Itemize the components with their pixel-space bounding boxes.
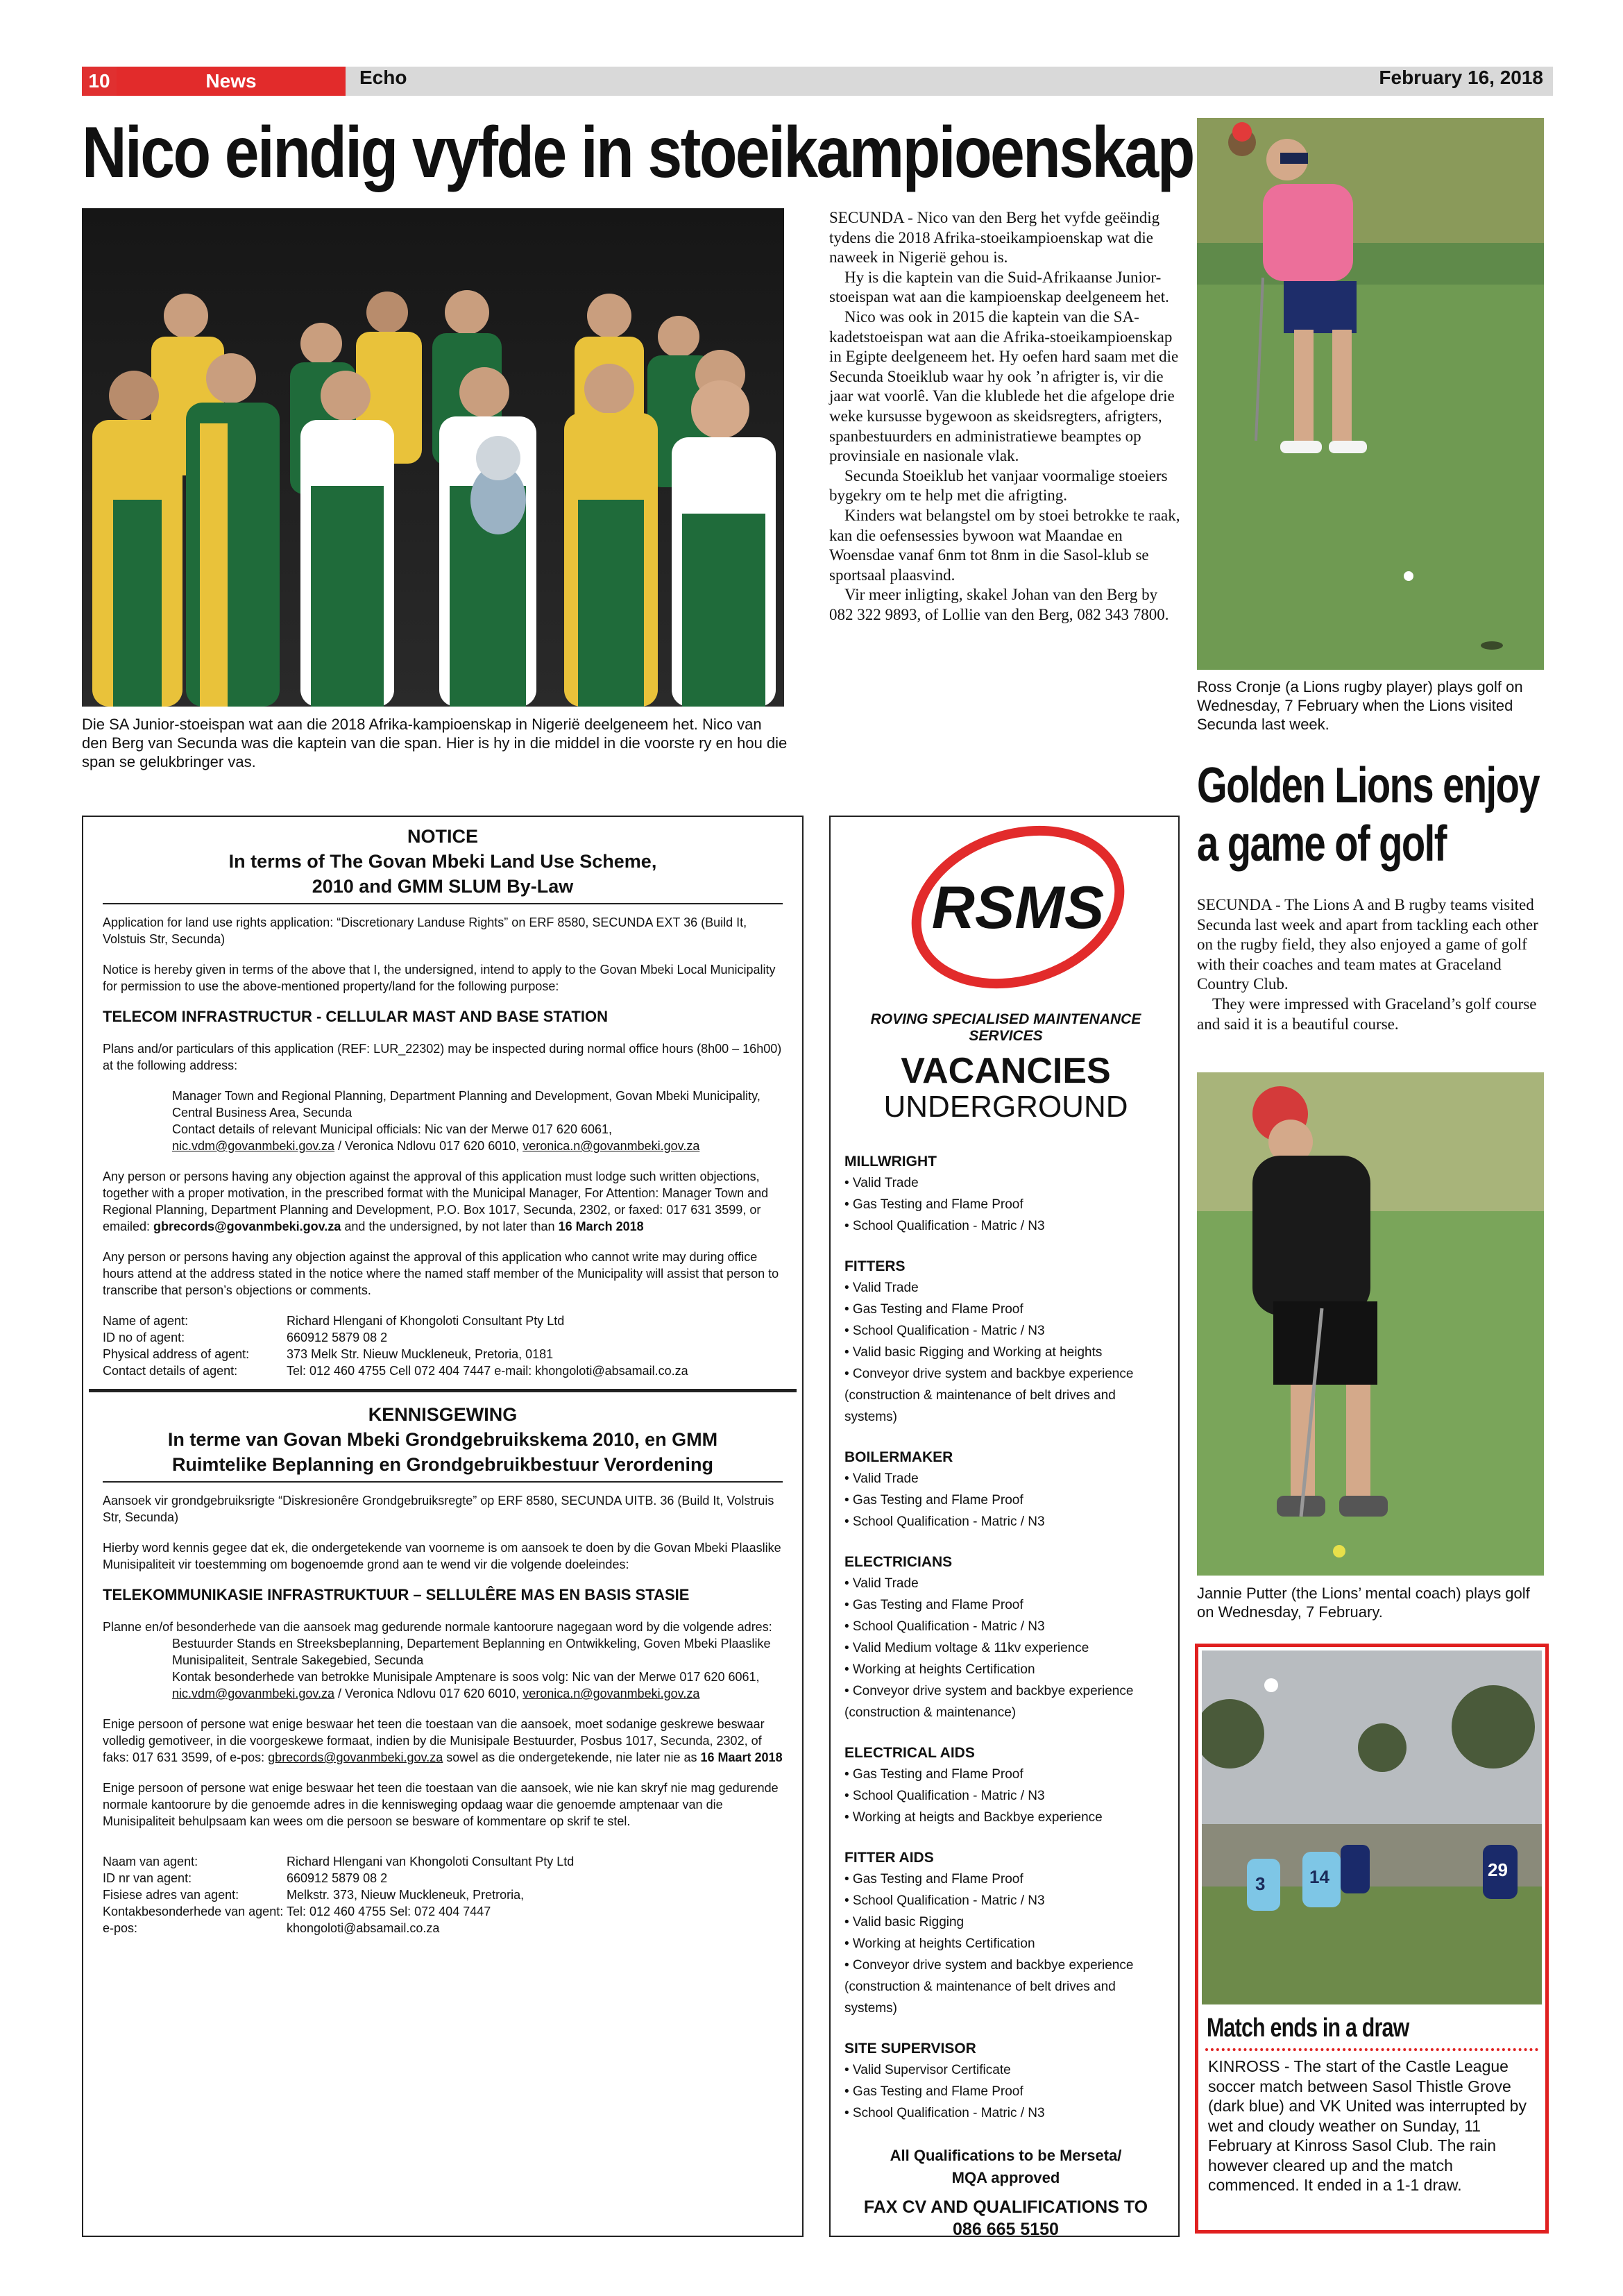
address-text: Manager Town and Regional Planning, Department Planning and Development, Govan Mbeki Municipality, Central Business Area, Secunda [172, 1089, 760, 1120]
divider [103, 1481, 783, 1483]
divider [89, 1389, 797, 1392]
agent-row [103, 1853, 783, 1870]
agent-row [103, 1362, 783, 1379]
notice-paragraph: Plans and/or particulars of this application (REF: LUR_22302) may be inspected during normal office hours (8h00 – 16h00) at the following address: [103, 1042, 782, 1072]
job-requirement: • Valid Trade [844, 1176, 919, 1190]
article-paragraph: Hy is die kaptein van die Suid-Afrikaanse Junior-stoeispan wat aan die kampioenskap deelgeneem het. [829, 268, 1169, 306]
rsms-vacancies-ad [829, 816, 1180, 2237]
agent-details [103, 1853, 783, 1936]
job-requirement: • Working at heights Certification [844, 1936, 1035, 1951]
article-paragraph: SECUNDA - The Lions A and B rugby teams visited Secunda last week and apart from tackling each other on the rugby field, they also enjoyed a game of golf with their coaches and team mates at Graceland Country Club. [1197, 896, 1538, 993]
agent-row [103, 1886, 783, 1903]
agent-value: 660912 5879 08 2 [287, 1871, 388, 1885]
email-link[interactable]: veronica.n@govanmbeki.gov.za [522, 1687, 700, 1700]
job-requirement: • Gas Testing and Flame Proof [844, 1493, 1023, 1508]
notice-purpose: TELECOM INFRASTRUCTUR - CELLULAR MAST AND BASE STATION [103, 1008, 608, 1025]
rsms-logo-icon [844, 817, 1167, 1025]
job-requirement: • School Qualification - Matric / N3 [844, 1619, 1045, 1634]
job-requirement: • Valid Supervisor Certificate [844, 2063, 1011, 2077]
logo-text: RSMS [931, 875, 1105, 941]
address-text: Bestuurder Stands en Streeksbeplanning, Departement Beplanning en Ontwikkeling, Goven Mbeki Plaaslike Munisipaliteit, Sentrale Sakegebied, Secunda [172, 1637, 771, 1667]
notice-paragraph: Aansoek vir grondgebruiksrigte “Diskresionêre Grondgebruiksregte” op ERF 8580, SECUNDA UITB. 36 (Build It, Volstruis Str, Secunda) [103, 1494, 774, 1524]
job-listing [844, 1151, 1167, 1237]
job-requirement: • School Qualification - Matric / N3 [844, 1219, 1045, 1233]
objection-text: sowel as die ondergetekende, nie later nie as [443, 1750, 701, 1764]
notice-subtitle: 2010 and GMM SLUM By-Law [312, 876, 574, 897]
notice-paragraph: Enige persoon of persone wat enige beswaar het teen die toestaan van die aansoek, wie nie kan skryf nie mag gedurende normale kantoorure by die genoemde adres in die kennisweging opdaag waar die genoemde amptenaar van die Munisipaliteit behulpsaam kan wees om die persoon se besware of kommentare op skrif te stel. [103, 1781, 779, 1828]
article-paragraph: SECUNDA - Nico van den Berg het vyfde geëindig tydens die 2018 Afrika-stoeikampioenskap wat die naweek in Nigerië gehou is. [829, 209, 1160, 267]
job-requirement: (construction & maintenance of belt drives and [844, 1388, 1116, 1403]
divider [103, 903, 783, 904]
golf-photo-ross-cronje [1197, 118, 1544, 670]
notice-paragraph [103, 1168, 783, 1235]
article-paragraph: They were impressed with Graceland’s golf course and said it is a beautiful course. [1197, 995, 1537, 1033]
job-title: BOILERMAKER [844, 1449, 953, 1465]
article-paragraph: Vir meer inligting, skakel Johan van den Berg by 082 322 9893, of Lollie van den Berg, 082 343 7800. [829, 586, 1169, 623]
contact-details [172, 1121, 783, 1138]
job-requirement: • School Qualification - Matric / N3 [844, 1893, 1045, 1908]
contact-text: / Veronica Ndlovu 017 620 6010, [334, 1687, 523, 1700]
job-requirement: • Gas Testing and Flame Proof [844, 1872, 1023, 1886]
notice-address [103, 1088, 783, 1154]
job-requirement: • Valid Medium voltage & 11kv experience [844, 1641, 1089, 1655]
jersey-number: 14 [1309, 1866, 1329, 1887]
job-requirement: • Conveyor drive system and backbye experience [844, 1684, 1134, 1698]
main-photo-caption: Die SA Junior-stoeispan wat aan die 2018 Afrika-kampioenskap in Nigerië deelgeneem het. Nico van den Berg van Secunda was die kaptein van die span. Hier is hy in die middel in die voorste ry en hou die span se gelukbringer vas. [82, 716, 788, 770]
job-listing [844, 2038, 1167, 2124]
job-requirement: • Conveyor drive system and backbye experience [844, 1958, 1134, 1973]
agent-label: ID no of agent: [103, 1331, 185, 1344]
contact-text: Kontak besonderhede van betrokke Munisipale Amptenare is soos volg: Nic van der Merwe 017 620 6061, [172, 1670, 760, 1684]
notice-paragraph: Any person or persons having any objection against the approval of this application who cannot write may during office hours attend at the address stated in the notice where the named staff member of the Municipality will assist that person to transcribe that person’s objections or comments. [103, 1250, 779, 1297]
job-title: SITE SUPERVISOR [844, 2041, 976, 2057]
wrestling-article [829, 208, 1183, 625]
agent-row [103, 1870, 783, 1886]
job-title: FITTER AIDS [844, 1850, 934, 1866]
objection-text: Enige persoon of persone wat enige beswaar het teen die toestaan van die aansoek, moet sodanige geskrewe beswaar volledig gemotiveer, in die voorgeskewe formaat, indien by die Munisipale Bestuurder, Posbus 1017, Secunda, 2302, of faks: 017 631 3599, of e-pos: [103, 1717, 765, 1764]
job-list [844, 1151, 1167, 2124]
deadline-date: 16 Maart 2018 [700, 1750, 783, 1764]
job-requirement: • Working at heigts and Backbye experience [844, 1810, 1103, 1825]
ad-vacancies: VACANCIES [901, 1051, 1111, 1091]
ad-footer [844, 2145, 1167, 2240]
agent-row [103, 1329, 783, 1346]
notice-box [82, 816, 804, 2237]
match-article: KINROSS - The start of the Castle League soccer match between Sasol Thistle Grove (dark blue) and VK United was interrupted by wet and cloudy weather on Sunday, 11 February at Kinross Sasol Club. The rain however cleared up and the match commenced. It ended in a 1-1 draw. [1208, 2057, 1527, 2194]
job-requirement: • Conveyor drive system and backbye experience [844, 1367, 1134, 1381]
agent-row [103, 1920, 783, 1936]
notice-paragraph [103, 1716, 783, 1766]
job-requirement: • Valid Trade [844, 1281, 919, 1295]
header-bar [82, 67, 1553, 96]
agent-label: Naam van agent: [103, 1855, 198, 1868]
kennisgewing-title: KENNISGEWING [368, 1404, 518, 1425]
golf-article [1197, 895, 1547, 1034]
email-link[interactable]: nic.vdm@govanmbeki.gov.za [172, 1139, 335, 1153]
fax-number: 086 665 5150 [953, 2220, 1059, 2239]
email-link[interactable]: veronica.n@govanmbeki.gov.za [522, 1139, 700, 1153]
agent-label: e-pos: [103, 1921, 138, 1935]
dotted-divider [1205, 2048, 1538, 2051]
job-requirement: • Valid basic Rigging [844, 1915, 965, 1930]
kennisgewing-subtitle: Ruimtelike Beplanning en Grondgebruikbestuur Verordening [171, 1454, 714, 1475]
notice-address [103, 1635, 783, 1702]
agent-label: Contact details of agent: [103, 1364, 238, 1378]
notice-paragraph: Application for land use rights application: “Discretionary Landuse Rights” on ERF 8580, SECUNDA EXT 36 (Build It, Volstuis Str, Secunda) [103, 915, 747, 946]
job-listing [844, 1848, 1167, 2019]
notice-paragraph: Hierby word kennis gegee dat ek, die ondergetekende van voorneme is om aansoek te doen by die Govan Mbeki Plaaslike Munisipaliteit vir toestemming om bogenoemde grond aan te wend vir die volgende doeleindes: [103, 1541, 781, 1571]
notice-paragraph: Notice is hereby given in terms of the above that I, the undersigned, intend to apply to the Govan Mbeki Local Municipality for permission to use the above-mentioned property/land for the following purpose: [103, 963, 776, 993]
job-requirement: • Gas Testing and Flame Proof [844, 1197, 1023, 1212]
article-paragraph: Secunda Stoeiklub het vanjaar voormalige stoeiers bygekry om te help met die afrigting. [829, 466, 1168, 505]
agent-label: Name of agent: [103, 1314, 189, 1328]
section-label: News [117, 67, 346, 96]
notice-paragraph: Planne en/of besonderhede van die aansoek mag gedurende normale kantoorure nagegaan word by die volgende adres: [103, 1620, 772, 1634]
notice-title: NOTICE [407, 826, 478, 847]
job-requirement: • School Qualification - Matric / N3 [844, 1789, 1045, 1803]
agent-value: Tel: 012 460 4755 Sel: 072 404 7447 [287, 1905, 491, 1918]
publication-name: Echo [359, 67, 407, 88]
agent-label: Fisiese adres van agent: [103, 1888, 239, 1902]
job-title: FITTERS [844, 1258, 906, 1274]
notice-subtitle: In terms of The Govan Mbeki Land Use Scheme, [228, 851, 657, 872]
job-requirement: • School Qualification - Matric / N3 [844, 1324, 1045, 1338]
job-requirement: • Valid Trade [844, 1471, 919, 1486]
job-requirement: • Valid basic Rigging and Working at heights [844, 1345, 1103, 1360]
job-requirement: systems) [844, 1410, 897, 1424]
agent-label: Kontakbesonderhede van agent: [103, 1905, 284, 1918]
job-requirement: systems) [844, 2001, 897, 2016]
soccer-match-photo [1202, 1651, 1542, 2004]
agent-row [103, 1312, 783, 1329]
ad-underground: UNDERGROUND [883, 1090, 1128, 1124]
footer-line: MQA approved [951, 2169, 1060, 2186]
article-paragraph: Nico was ook in 2015 die kaptein van die SA-kadetstoeispan wat aan die Afrika-stoeikampioenskap in Egipte deelgeneem het. Hy oefen hard saam met die Secunda Stoeiklub waar hy ook ’n afrigter is, vir die jaar wat voorlê. Van die klublede het die afgelope drie weke kursusse bygewoon as skeidsregters, afrigters, spanbestuurders en administratiewe beamptes op provinsiale en nasionale vlak. [829, 307, 1179, 465]
agent-value: Melkstr. 373, Nieuw Muckleneuk, Pretroria, [287, 1888, 525, 1902]
deadline-date: 16 March 2018 [558, 1219, 644, 1233]
agent-row [103, 1903, 783, 1920]
job-requirement: • School Qualification - Matric / N3 [844, 1514, 1045, 1529]
issue-date: February 16, 2018 [1379, 67, 1543, 88]
agent-label: Physical address of agent: [103, 1347, 250, 1361]
match-box [1195, 1644, 1549, 2234]
kennisgewing-subtitle: In terme van Govan Mbeki Grondgebruikskema 2010, en GMM [167, 1429, 718, 1450]
golf-headline: Golden Lions enjoy a game of golf [1197, 758, 1539, 872]
main-headline: Nico eindig vyfde in stoeikampioenskap [82, 112, 1193, 193]
golf-photo1-caption: Ross Cronje (a Lions rugby player) plays golf on Wednesday, 7 February when the Lions visited Secunda last week. [1197, 678, 1523, 733]
agent-details [103, 1312, 783, 1379]
rsms-logo [844, 817, 1167, 1025]
email-link[interactable]: nic.vdm@govanmbeki.gov.za [172, 1687, 335, 1700]
notice-purpose: TELEKOMMUNIKASIE INFRASTRUKTUUR – SELLULÊRE MAS EN BASIS STASIE [103, 1586, 690, 1603]
job-requirement: • Working at heights Certification [844, 1662, 1035, 1677]
job-listing [844, 1552, 1167, 1723]
job-listing [844, 1447, 1167, 1533]
job-requirement: • Gas Testing and Flame Proof [844, 1767, 1023, 1782]
job-requirement: • Gas Testing and Flame Proof [844, 1598, 1023, 1612]
article-paragraph: Kinders wat belangstel om by stoei betrokke te raak, kan die oefensessies bywoon wat Maandae en Woensdae vanaf 6nm tot 8nm in die Sasol-klub se sportsaal plaasvind. [829, 506, 1180, 584]
footer-line: FAX CV AND QUALIFICATIONS TO [863, 2197, 1148, 2217]
job-requirement: • Gas Testing and Flame Proof [844, 2084, 1023, 2099]
jersey-number: 3 [1255, 1873, 1266, 1894]
match-headline: Match ends in a draw [1207, 2014, 1409, 2043]
wrestling-team-photo [82, 208, 784, 707]
agent-row [103, 1346, 783, 1362]
job-requirement: • School Qualification - Matric / N3 [844, 2106, 1045, 2120]
agent-value: 373 Melk Str. Nieuw Muckleneuk, Pretoria, 0181 [287, 1347, 554, 1361]
ad-tagline: ROVING SPECIALISED MAINTENANCE SERVICES [870, 1011, 1141, 1044]
agent-value: khongoloti@absamail.co.za [287, 1921, 440, 1935]
golf-photo-jannie-putter [1197, 1072, 1544, 1576]
contact-text: / Veronica Ndlovu 017 620 6010, [334, 1139, 523, 1153]
email-link[interactable]: gbrecords@govanmbeki.gov.za [268, 1750, 443, 1764]
job-requirement: • Gas Testing and Flame Proof [844, 1302, 1023, 1317]
jersey-number: 29 [1488, 1859, 1508, 1880]
agent-value: 660912 5879 08 2 [287, 1331, 388, 1344]
golf-photo2-caption: Jannie Putter (the Lions’ mental coach) plays golf on Wednesday, 7 February. [1197, 1585, 1530, 1621]
agent-value: Richard Hlengani van Khongoloti Consultant Pty Ltd [287, 1855, 575, 1868]
page-number: 10 [82, 67, 117, 96]
job-listing [844, 1256, 1167, 1428]
agent-value: Richard Hlengani of Khongoloti Consultant Pty Ltd [287, 1314, 565, 1328]
job-requirement: (construction & maintenance) [844, 1705, 1017, 1720]
job-requirement: • Valid Trade [844, 1576, 919, 1591]
job-requirement: (construction & maintenance of belt drives and [844, 1980, 1116, 1994]
objection-text: and the undersigned, by not later than [341, 1219, 559, 1233]
agent-value: Tel: 012 460 4755 Cell 072 404 7447 e-mail: khongoloti@absamail.co.za [287, 1364, 688, 1378]
contact-text: Contact details of relevant Municipal officials: Nic van der Merwe 017 620 6061, [172, 1122, 613, 1136]
job-title: MILLWRIGHT [844, 1154, 937, 1170]
job-listing [844, 1743, 1167, 1828]
job-title: ELECTRICAL AIDS [844, 1745, 975, 1761]
agent-label: ID nr van agent: [103, 1871, 192, 1885]
footer-line: All Qualifications to be Merseta/ [890, 2147, 1122, 2164]
objection-text: Any person or persons having any objection against the approval of this application must lodge such written objections, together with a proper motivation, in the prescribed format with the Municipal Manager, For Attention: Manager Town and Regional Planning, Department Planning and Development, P.O. Box 1017, Secunda, 2302, or faxed: 017 631 3599, or emailed: [103, 1170, 769, 1233]
email-bold: gbrecords@govanmbeki.gov.za [153, 1219, 341, 1233]
job-title: ELECTRICIANS [844, 1554, 953, 1570]
